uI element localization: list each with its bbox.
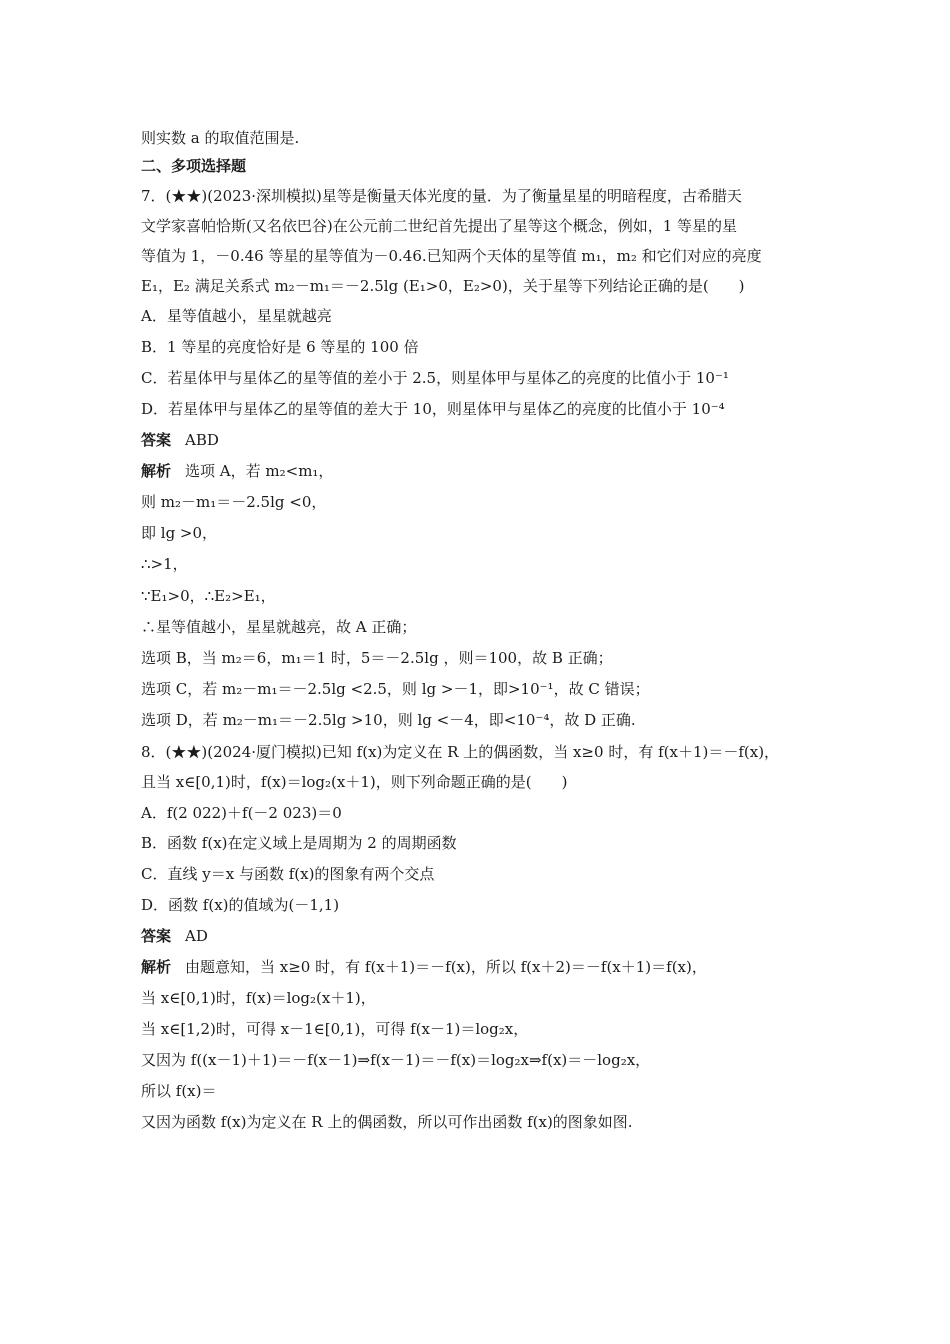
question-7-line-1: 7．(★★)(2023·深圳模拟)星等是衡量天体光度的量．为了衡量星星的明暗程度，古希腊天 [141,187,742,205]
analysis-line [141,461,333,481]
answer-line [141,926,208,946]
analysis-label: 解析 [141,462,172,480]
analysis-label: 解析 [141,958,172,976]
solution-line: 则 m₂－m₁＝－2.5lg <0， [141,493,327,511]
solution-line: 选项 C，若 m₂－m₁＝－2.5lg <2.5，则 lg >－1，即>10⁻¹，故 C 错误； [141,680,650,698]
answer-label: 答案 [141,431,172,449]
solution-line: 当 x∈[0,1)时，f(x)＝log₂(x＋1)， [141,989,376,1007]
analysis-text: 选项 A，若 m₂<m₁， [185,462,334,480]
solution-line: 所以 f(x)＝ [141,1082,217,1100]
option-d: D．若星体甲与星体乙的星等值的差大于 10，则星体甲与星体乙的亮度的比值小于 10⁻⁴ [141,400,725,418]
question-7-line-4: E₁，E₂ 满足关系式 m₂－m₁＝－2.5lg (E₁>0，E₂>0)，关于星等下列结论正确的是( ) [141,277,745,295]
analysis-line [141,957,707,977]
text-line: 则实数 a 的取值范围是. [141,129,300,147]
solution-line: 即 lg >0， [141,524,218,542]
option-b: B．1 等星的亮度恰好是 6 等星的 100 倍 [141,338,419,356]
question-8-line-1: 8．(★★)(2024·厦门模拟)已知 f(x)为定义在 R 上的偶函数，当 x≥0 时，有 f(x＋1)＝－f(x)， [141,743,780,761]
solution-line: ∴星等值越小，星星就越亮，故 A 正确； [141,618,417,636]
solution-line: 选项 B，当 m₂＝6，m₁＝1 时，5＝－2.5lg ，则＝100，故 B 正确； [141,649,613,667]
answer-value: ABD [185,431,219,449]
analysis-text: 由题意知，当 x≥0 时，有 f(x＋1)＝－f(x)，所以 f(x＋2)＝－f(x＋1)＝f(x)， [185,958,707,976]
option-d: D．函数 f(x)的值域为(－1,1) [141,896,340,914]
solution-line: 选项 D，若 m₂－m₁＝－2.5lg >10，则 lg <－4，即<10⁻⁴，故 D 正确. [141,711,636,729]
question-7-line-2: 文学家喜帕恰斯(又名依巴谷)在公元前二世纪首先提出了星等这个概念，例如，1 等星的星 [141,217,738,235]
option-b: B．函数 f(x)在定义域上是周期为 2 的周期函数 [141,834,457,852]
option-c: C．若星体甲与星体乙的星等值的差小于 2.5，则星体甲与星体乙的亮度的比值小于 10⁻¹ [141,369,729,387]
section-heading: 二、多项选择题 [141,157,247,175]
solution-line: 又因为 f((x－1)＋1)＝－f(x－1)⇒f(x－1)＝－f(x)＝log₂x⇒f(x)＝－log₂x， [141,1051,651,1069]
answer-label: 答案 [141,927,172,945]
question-8-line-2: 且当 x∈[0,1)时，f(x)＝log₂(x＋1)，则下列命题正确的是( ) [141,773,568,791]
option-c: C．直线 y＝x 与函数 f(x)的图象有两个交点 [141,865,435,883]
solution-line: 当 x∈[1,2)时，可得 x－1∈[0,1)，可得 f(x－1)＝log₂x， [141,1020,529,1038]
answer-value: AD [185,927,208,945]
solution-line: 又因为函数 f(x)为定义在 R 上的偶函数，所以可作出函数 f(x)的图象如图. [141,1113,633,1131]
solution-line: ∴>1， [141,555,188,573]
option-a: A．f(2 022)＋f(－2 023)＝0 [141,804,342,822]
answer-line [141,430,219,450]
solution-line: ∵E₁>0，∴E₂>E₁， [141,587,276,605]
option-a: A．星等值越小，星星就越亮 [141,307,332,325]
question-7-line-3: 等值为 1，－0.46 等星的星等值为－0.46.已知两个天体的星等值 m₁，m₂ 和它们对应的亮度 [141,247,762,265]
